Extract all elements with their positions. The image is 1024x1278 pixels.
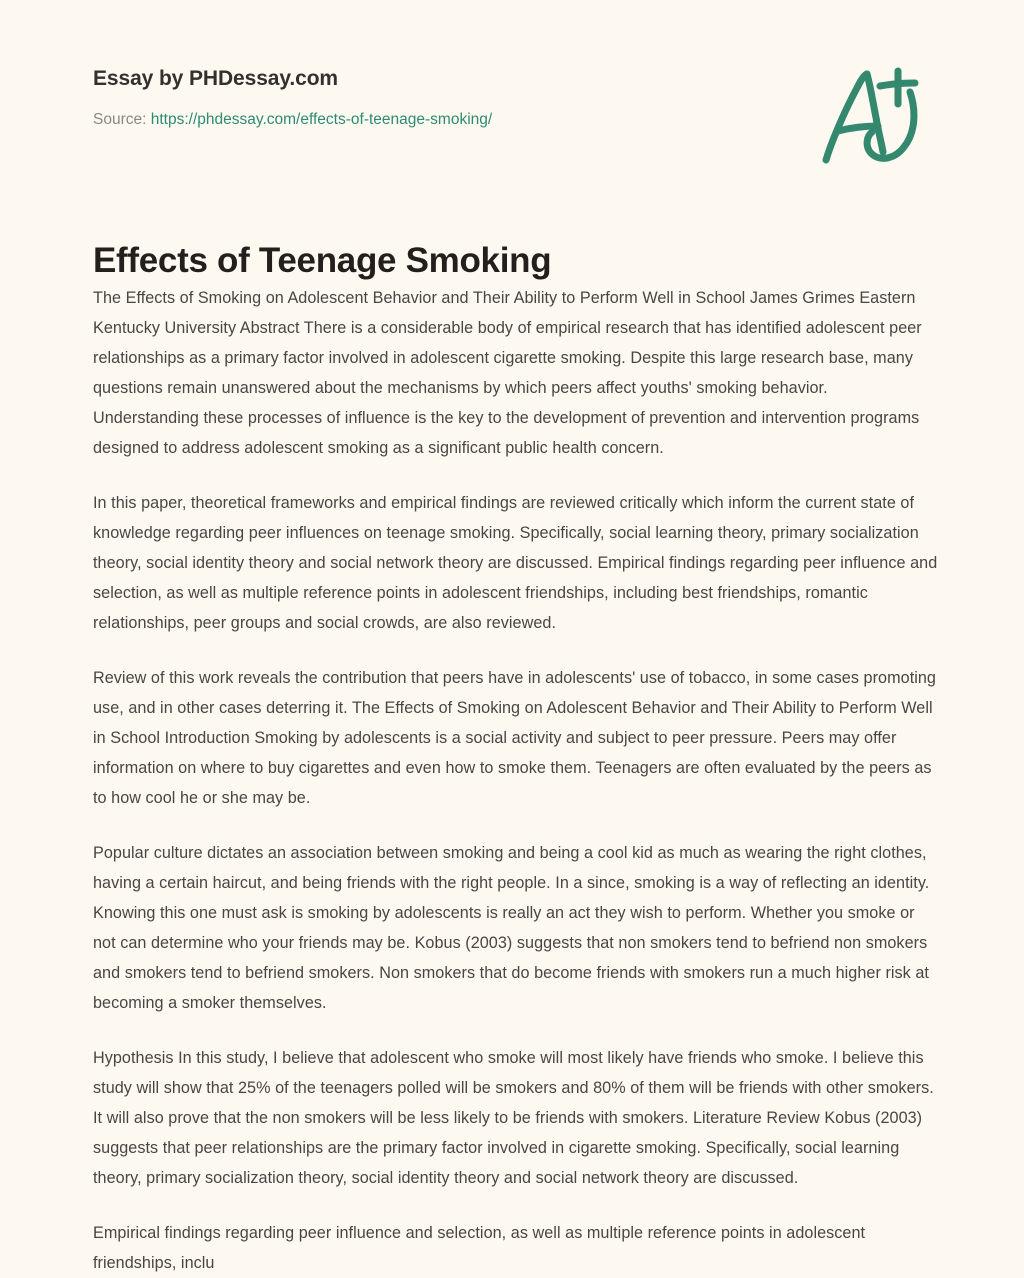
brand-title: Essay by PHDessay.com xyxy=(93,67,338,90)
paragraph: Empirical findings regarding peer influence and selection, as well as multiple reference points in adolescent friendships, inclu xyxy=(93,1224,866,1272)
paragraph: The Effects of Smoking on Adolescent Behavior and Their Ability to Perform Well in School James Grimes Eastern Kentucky University Abstract There is a considerable body of empirical research that has identified adolescent peer relationships as a primary factor involved in adolescent cigarette smoking. Despite this large research base, many questions remain unanswered about the mechanisms by which peers affect youths' smoking behavior. Understanding these processes of influence is the key to the development of prevention and intervention programs designed to address adolescent smoking as a significant public health concern. xyxy=(93,289,922,457)
page-title: Effects of Teenage Smoking xyxy=(93,241,552,281)
essay-body xyxy=(93,283,938,1278)
paragraph: Popular culture dictates an association between smoking and being a cool kid as much as wearing the right clothes, having a certain haircut, and being friends with the right people. In a since, smoking is a way of reflecting an identity. Knowing this one must ask is smoking by adolescents is really an act they wish to perform. Whether you smoke or not can determine who your friends may be. Kobus (2003) suggests that non smokers tend to befriend non smokers and smokers tend to befriend smokers. Non smokers that do become friends with smokers run a much higher risk at becoming a smoker themselves. xyxy=(93,844,930,1012)
source-label: Source: xyxy=(93,111,147,129)
paragraph: In this paper, theoretical frameworks and empirical findings are reviewed critically which inform the current state of knowledge regarding peer influences on teenage smoking. Specifically, social learning theory, primary socialization theory, social identity theory and social network theory are discussed. Empirical findings regarding peer influence and selection, as well as multiple reference points in adolescent friendships, including best friendships, romantic relationships, peer groups and social crowds, are also reviewed. xyxy=(93,494,938,632)
source-url-link[interactable]: https://phdessay.com/effects-of-teenage-smoking/ xyxy=(150,111,493,129)
paragraph: Review of this work reveals the contribution that peers have in adolescents' use of tobacco, in some cases promoting use, and in other cases deterring it. The Effects of Smoking on Adolescent Behavior and Their Ability to Perform Well in School Introduction Smoking by adolescents is a social activity and subject to peer pressure. Peers may offer information on where to buy cigarettes and even how to smoke them. Teenagers are often evaluated by the peers as to how cool he or she may be. xyxy=(93,669,936,807)
paragraph: Hypothesis In this study, I believe that adolescent who smoke will most likely have friends who smoke. I believe this study will show that 25% of the teenagers polled will be smokers and 80% of them will be friends with other smokers. It will also prove that the non smokers will be less likely to be friends with smokers. Literature Review Kobus (2003) suggests that peer relationships are the primary factor involved in cigarette smoking. Specifically, social learning theory, primary socialization theory, social identity theory and social network theory are discussed. xyxy=(93,1049,934,1187)
aplus-logo-icon xyxy=(812,62,932,172)
